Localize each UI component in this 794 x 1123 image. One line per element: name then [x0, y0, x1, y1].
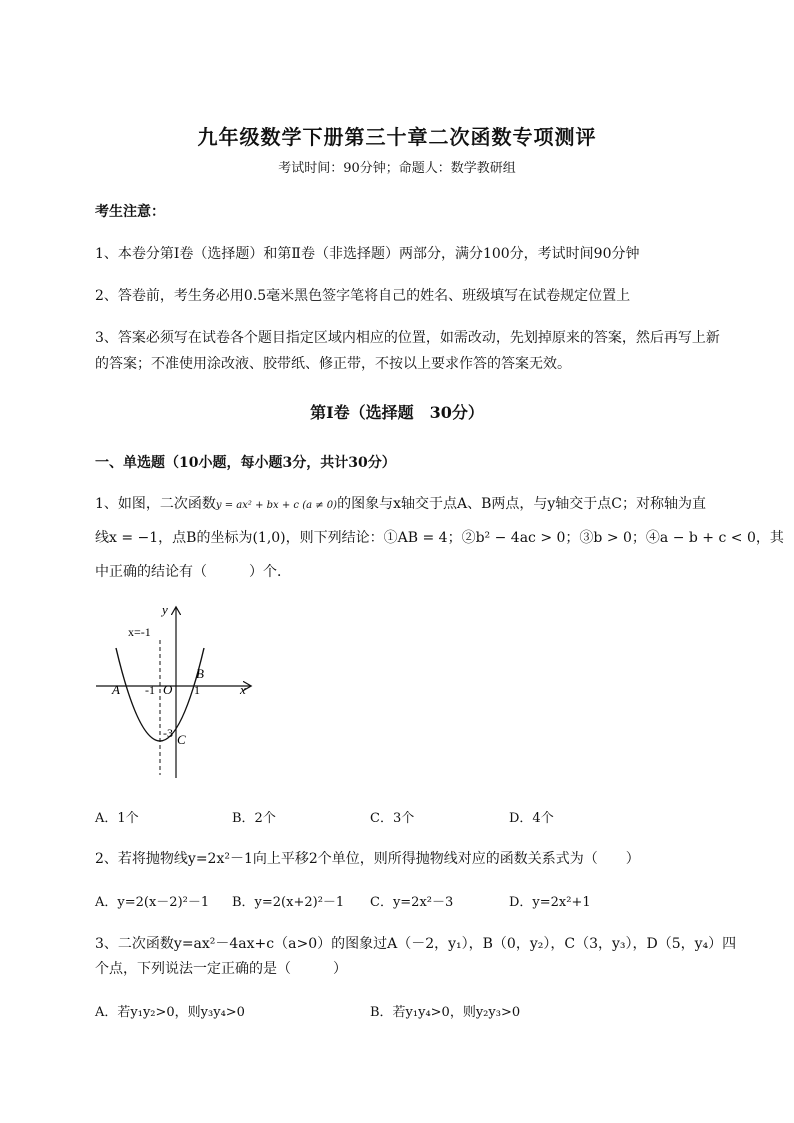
q1-line1-end: 的图象与x轴交于点A、B两点，与y轴交于点C；对称轴为直: [337, 496, 706, 512]
notice-item-1: 1、本卷分第I卷（选择题）和第Ⅱ卷（非选择题）两部分，满分100分，考试时间90分钟: [95, 246, 640, 262]
page-title: 九年级数学下册第三十章二次函数专项测评: [197, 125, 597, 149]
tick-1-label: 1: [194, 683, 200, 697]
parabola-graph: [90, 600, 260, 785]
q1-line3: 中正确的结论有（ ）个．: [95, 564, 291, 580]
q1-formula: y = ax² + bx + c (a ≠ 0): [215, 500, 338, 511]
symmetry-axis-label: x=-1: [128, 625, 151, 639]
y-axis-label: y: [162, 602, 168, 617]
point-b-label: B: [196, 666, 204, 681]
notice-heading: 考生注意：: [95, 204, 165, 220]
part-title: 一、单选题（10小题，每小题3分，共计30分）: [95, 455, 396, 471]
notice-item-3-cont: 的答案；不准使用涂改液、胶带纸、修正带，不按以上要求作答的答案无效。: [95, 356, 571, 372]
q3-option-a[interactable]: A．若y₁y₂>0，则y₃y₄>0: [95, 1005, 245, 1020]
q2-option-d[interactable]: D．y=2x²+1: [509, 895, 591, 910]
q1-option-a[interactable]: A．1个: [95, 811, 139, 826]
point-c-label: C: [177, 732, 186, 747]
q3-option-b[interactable]: B．若y₁y₄>0，则y₂y₃>0: [370, 1005, 521, 1020]
q3-line2: 个点，下列说法一定正确的是（ ）: [95, 961, 347, 977]
point-a-label: A: [112, 682, 120, 697]
q1-option-d[interactable]: D．4个: [509, 811, 554, 826]
origin-label: O: [163, 682, 173, 697]
section-title: 第I卷（选择题 30分）: [310, 403, 484, 422]
q1-line1: [95, 493, 706, 513]
tick-neg1-label: -1: [145, 683, 155, 697]
tick-neg3-label: -3: [163, 726, 173, 740]
q1-line1-start: 1、如图，二次函数: [95, 496, 216, 512]
notice-item-3: 3、答案必须写在试卷各个题目指定区域内相应的位置，如需改动，先划掉原来的答案，然后再写上新: [95, 330, 720, 346]
q2-option-b[interactable]: B．y=2(x+2)²－1: [232, 895, 345, 910]
q3-line1: 3、二次函数y=ax²－4ax+c（a>0）的图象过A（－2，y₁），B（0，y₂），C（3，y₃），D（5，y₄）四: [95, 936, 737, 952]
q2-option-a[interactable]: A．y=2(x－2)²－1: [95, 895, 210, 910]
q1-option-b[interactable]: B．2个: [232, 811, 276, 826]
q1-option-c[interactable]: C．3个: [370, 811, 415, 826]
page-subtitle: 考试时间：90分钟；命题人：数学教研组: [278, 161, 516, 176]
x-axis-label: x: [240, 682, 246, 697]
q1-line2: 线x = −1，点B的坐标为(1,0)，则下列结论：①AB = 4；②b² − 4ac > 0；③b > 0；④a − b + c < 0，其: [95, 530, 784, 546]
q2-stem: 2、若将抛物线y=2x²－1向上平移2个单位，则所得抛物线对应的函数关系式为（ ）: [95, 851, 640, 867]
notice-item-2: 2、答卷前，考生务必用0.5毫米黑色签字笔将自己的姓名、班级填写在试卷规定位置上: [95, 288, 631, 304]
q2-option-c[interactable]: C．y=2x²－3: [370, 895, 454, 910]
